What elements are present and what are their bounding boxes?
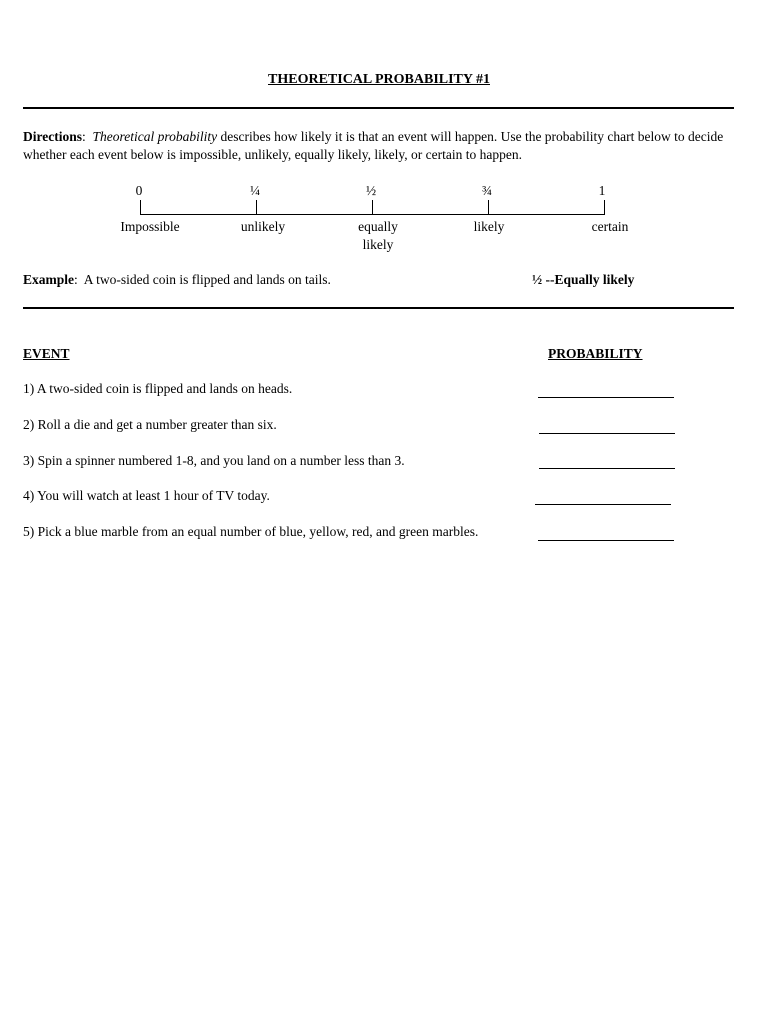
answer-blank-1[interactable] xyxy=(538,397,674,398)
scale-label-likely: likely xyxy=(473,219,505,234)
page-title: THEORETICAL PROBABILITY #1 xyxy=(268,72,490,87)
event-row-4: 4) You will watch at least 1 hour of TV today. xyxy=(23,488,270,503)
example-text: A two-sided coin is flipped and lands on tails. xyxy=(83,272,331,287)
scale-tick xyxy=(488,200,489,215)
event-row-1: 1) A two-sided coin is flipped and lands on heads. xyxy=(23,381,293,396)
directions-paragraph: Directions: Theoretical probability describes how likely it is that an event will happen. Use the probability chart below to decide whether each event below is impossible, unlikely, equally likely, likely, or certain to happen. xyxy=(23,129,724,162)
answer-blank-4[interactable] xyxy=(535,504,671,505)
example-label: Example xyxy=(23,272,75,287)
scale-label-certain: certain xyxy=(591,219,629,234)
scale-value-quarter: ¼ xyxy=(249,183,261,198)
event-header: EVENT xyxy=(23,346,70,361)
directions-term: Theoretical probability xyxy=(92,129,218,144)
event-row-2: 2) Roll a die and get a number greater than six. xyxy=(23,417,277,432)
scale-tick xyxy=(140,200,141,215)
example-answer: ½ --Equally likely xyxy=(532,272,635,287)
probability-header: PROBABILITY xyxy=(548,346,643,361)
scale-value-1: 1 xyxy=(598,183,606,198)
event-row-3: 3) Spin a spinner numbered 1-8, and you land on a number less than 3. xyxy=(23,453,405,468)
middle-divider xyxy=(23,307,734,309)
scale-value-three-quarters: ¾ xyxy=(481,183,493,198)
scale-label-equally-likely-line2: likely xyxy=(362,237,394,252)
directions-text: describes how likely it is that an event will happen. Use the probability chart below to decide whether each event below is impossible, unlikely, equally likely, likely, or certain to happen. xyxy=(23,129,724,162)
top-divider xyxy=(23,107,734,109)
scale-tick xyxy=(256,200,257,215)
scale-tick xyxy=(372,200,373,215)
scale-value-0: 0 xyxy=(135,183,143,198)
scale-label-impossible: Impossible xyxy=(120,219,180,234)
scale-label-equally: equally xyxy=(358,219,398,234)
scale-value-half: ½ xyxy=(365,183,377,198)
scale-tick xyxy=(604,200,605,215)
scale-line xyxy=(140,214,604,215)
event-row-5: 5) Pick a blue marble from an equal number of blue, yellow, red, and green marbles. xyxy=(23,524,479,539)
example-line: Example: A two-sided coin is flipped and lands on tails. xyxy=(23,272,331,287)
scale-label-unlikely: unlikely xyxy=(240,219,286,234)
answer-blank-3[interactable] xyxy=(539,468,675,469)
answer-blank-2[interactable] xyxy=(539,433,675,434)
directions-label: Directions xyxy=(23,129,82,144)
answer-blank-5[interactable] xyxy=(538,540,674,541)
